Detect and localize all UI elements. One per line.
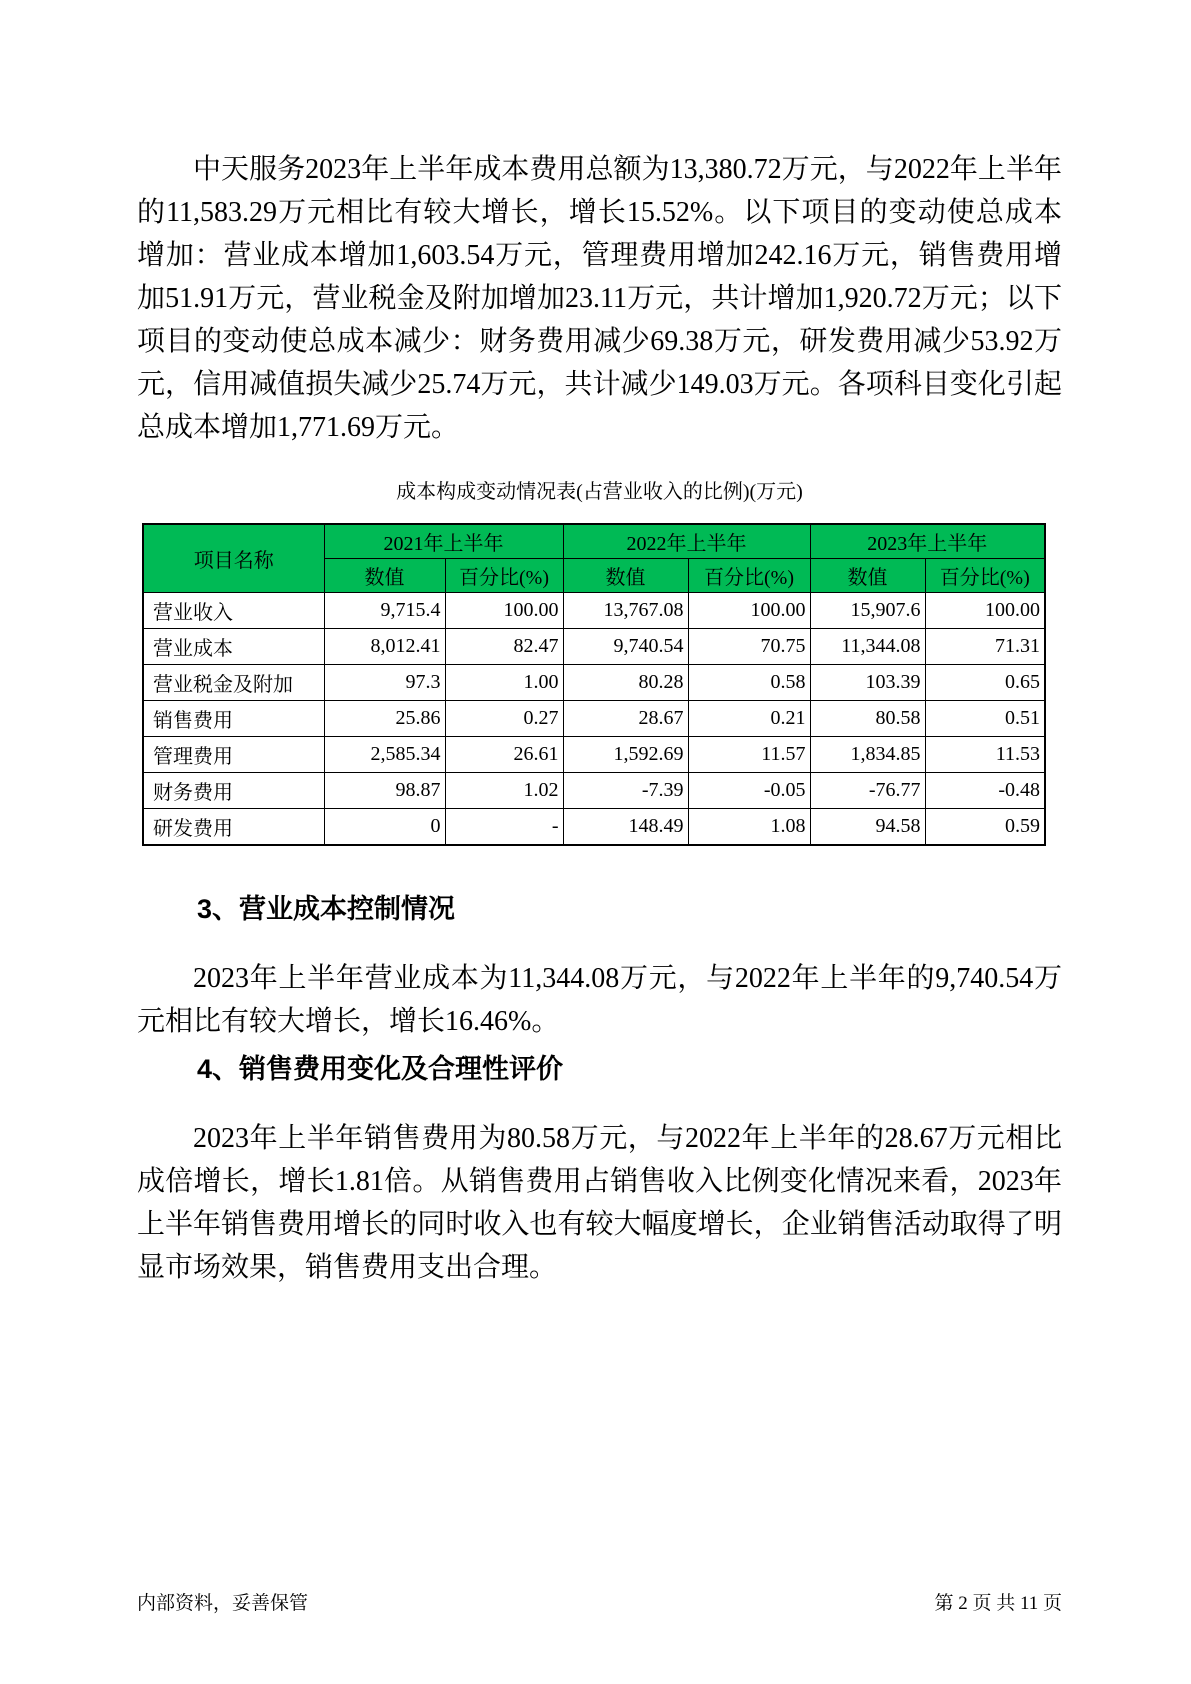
row-label: 管理费用 xyxy=(143,737,324,773)
table-row xyxy=(143,809,1045,846)
header-period-2021: 2021年上半年 xyxy=(324,524,563,559)
row-label: 销售费用 xyxy=(143,701,324,737)
cell-value: 11,344.08 xyxy=(810,629,925,665)
cell-value: 80.58 xyxy=(810,701,925,737)
cell-value: 100.00 xyxy=(688,593,810,629)
cell-value: 98.87 xyxy=(324,773,445,809)
footer-confidential-note: 内部资料，妥善保管 xyxy=(137,1593,309,1614)
table-row xyxy=(143,701,1045,737)
cell-value: 1.00 xyxy=(445,665,563,701)
cell-value: 71.31 xyxy=(925,629,1045,665)
section3-paragraph: 2023年上半年营业成本为11,344.08万元，与2022年上半年的9,740.54万元相比有较大增长，增长16.46%。 xyxy=(137,963,1062,1037)
cell-value: 0.51 xyxy=(925,701,1045,737)
cell-value: 0.59 xyxy=(925,809,1045,846)
cell-value: 100.00 xyxy=(925,593,1045,629)
cell-value: 25.86 xyxy=(324,701,445,737)
cell-value: 0.27 xyxy=(445,701,563,737)
cell-value: 103.39 xyxy=(810,665,925,701)
cell-value: 0.58 xyxy=(688,665,810,701)
cell-value: 28.67 xyxy=(563,701,688,737)
cell-value: 9,715.4 xyxy=(324,593,445,629)
table-row xyxy=(143,593,1045,629)
row-label: 财务费用 xyxy=(143,773,324,809)
cell-value: 1,592.69 xyxy=(563,737,688,773)
header-percent-2022: 百分比(%) xyxy=(688,559,810,593)
section4-heading: 4、销售费用变化及合理性评价 xyxy=(197,1054,564,1084)
header-percent-2021: 百分比(%) xyxy=(445,559,563,593)
row-label: 研发费用 xyxy=(143,809,324,846)
footer-page-number: 第 2 页 共 11 页 xyxy=(934,1593,1062,1614)
table-body xyxy=(143,593,1045,846)
cell-value: 97.3 xyxy=(324,665,445,701)
header-percent-2023: 百分比(%) xyxy=(925,559,1045,593)
cost-composition-table xyxy=(142,523,1046,846)
cell-value: 0 xyxy=(324,809,445,846)
cell-value: 82.47 xyxy=(445,629,563,665)
cell-value: 70.75 xyxy=(688,629,810,665)
row-label: 营业收入 xyxy=(143,593,324,629)
cell-value: -76.77 xyxy=(810,773,925,809)
cell-value: 26.61 xyxy=(445,737,563,773)
table-row xyxy=(143,773,1045,809)
cell-value: 1.02 xyxy=(445,773,563,809)
table-header xyxy=(143,524,1045,593)
cell-value: 9,740.54 xyxy=(563,629,688,665)
cell-value: 0.21 xyxy=(688,701,810,737)
table-row xyxy=(143,629,1045,665)
cell-value: -0.48 xyxy=(925,773,1045,809)
table-row xyxy=(143,665,1045,701)
row-label: 营业税金及附加 xyxy=(143,665,324,701)
cell-value: 0.65 xyxy=(925,665,1045,701)
section3-heading: 3、营业成本控制情况 xyxy=(197,894,456,924)
section4-paragraph: 2023年上半年销售费用为80.58万元，与2022年上半年的28.67万元相比成倍增长，增长1.81倍。从销售费用占销售收入比例变化情况来看，2023年上半年销售费用增长的同时收入也有较大幅度增长，企业销售活动取得了明显市场效果，销售费用支出合理。 xyxy=(137,1123,1062,1283)
page-content xyxy=(137,0,1062,1289)
cell-value: 100.00 xyxy=(445,593,563,629)
cell-value: 1,834.85 xyxy=(810,737,925,773)
cell-value: 80.28 xyxy=(563,665,688,701)
intro-paragraph: 中天服务2023年上半年成本费用总额为13,380.72万元，与2022年上半年的11,583.29万元相比有较大增长，增长15.52%。以下项目的变动使总成本增加：营业成本增加1,603.54万元，管理费用增加242.16万元，销售费用增加51.91万元，营业税金及附加增加23.11万元，共计增加1,920.72万元；以下项目的变动使总成本减少：财务费用减少69.38万元，研发费用减少53.92万元，信用减值损失减少25.74万元，共计减少149.03万元。各项科目变化引起总成本增加1,771.69万元。 xyxy=(137,154,1062,443)
cell-value: 94.58 xyxy=(810,809,925,846)
cell-value: - xyxy=(445,809,563,846)
cell-value: 8,012.41 xyxy=(324,629,445,665)
cell-value: 11.57 xyxy=(688,737,810,773)
cell-value: -7.39 xyxy=(563,773,688,809)
header-value-2023: 数值 xyxy=(810,559,925,593)
header-period-2022: 2022年上半年 xyxy=(563,524,810,559)
table-header-row-periods xyxy=(143,524,1045,559)
cell-value: 13,767.08 xyxy=(563,593,688,629)
cell-value: -0.05 xyxy=(688,773,810,809)
header-value-2021: 数值 xyxy=(324,559,445,593)
table-row xyxy=(143,737,1045,773)
row-label: 营业成本 xyxy=(143,629,324,665)
cell-value: 148.49 xyxy=(563,809,688,846)
header-value-2022: 数值 xyxy=(563,559,688,593)
cell-value: 2,585.34 xyxy=(324,737,445,773)
cell-value: 11.53 xyxy=(925,737,1045,773)
header-item-name: 项目名称 xyxy=(143,524,324,593)
header-period-2023: 2023年上半年 xyxy=(810,524,1045,559)
cell-value: 15,907.6 xyxy=(810,593,925,629)
table-title: 成本构成变动情况表(占营业收入的比例)(万元) xyxy=(396,481,803,503)
cell-value: 1.08 xyxy=(688,809,810,846)
